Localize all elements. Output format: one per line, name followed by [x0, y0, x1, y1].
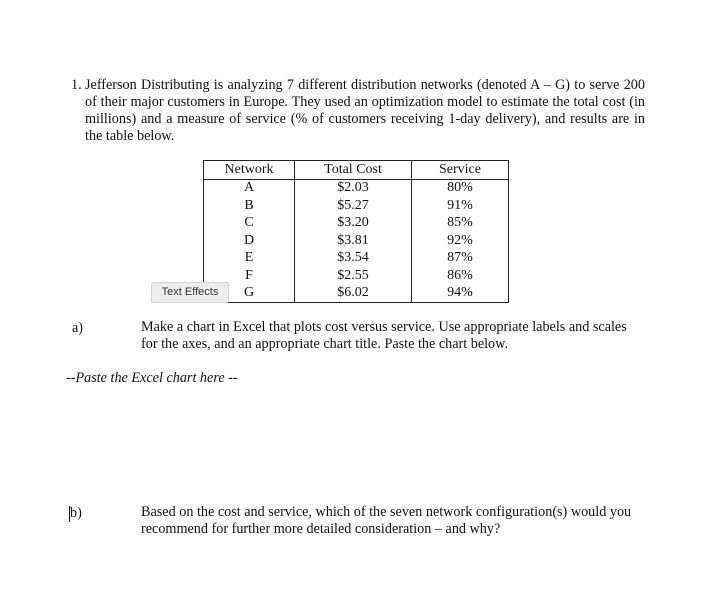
question-text: Jefferson Distributing is analyzing 7 different distribution networks (denoted A – G) to serve 200 of their major customers in Europe. They used an optimization model to estimate the total cost (in millions) and a measure of service (% of customers receiving 1-day delivery), and results are in the table below.: [85, 77, 645, 144]
table-row: [204, 250, 509, 268]
network-cell: G: [204, 285, 295, 303]
service-cell: 86%: [412, 267, 509, 285]
service-cell: 87%: [412, 250, 509, 268]
network-cell: C: [204, 215, 295, 233]
network-cell: D: [204, 232, 295, 250]
table-row: [204, 215, 509, 233]
network-cell: E: [204, 250, 295, 268]
table-row: [204, 285, 509, 303]
part-a-label: a): [72, 320, 84, 336]
table-row: [204, 232, 509, 250]
cost-cell: $3.20: [295, 215, 412, 233]
header-total-cost: Total Cost: [295, 161, 412, 180]
question-1: [71, 77, 645, 145]
service-cell: 85%: [412, 215, 509, 233]
cost-cell: $2.03: [295, 179, 412, 197]
cost-cell: $5.27: [295, 197, 412, 215]
part-b-text: Based on the cost and service, which of the seven network configuration(s) would you recommend for further more detailed consideration – and why?: [141, 504, 632, 537]
header-network: Network: [204, 161, 295, 180]
cost-cell: $3.81: [295, 232, 412, 250]
cost-cell: $3.54: [295, 250, 412, 268]
question-number: 1.: [71, 77, 82, 93]
network-table: [203, 160, 509, 303]
table-header-row: [204, 161, 509, 180]
network-cell: B: [204, 197, 295, 215]
part-b-label: b): [70, 505, 82, 521]
cost-cell: $2.55: [295, 267, 412, 285]
table-row: [204, 179, 509, 197]
network-cell: A: [204, 179, 295, 197]
service-cell: 91%: [412, 197, 509, 215]
paste-chart-placeholder[interactable]: --Paste the Excel chart here --: [66, 370, 238, 386]
network-cell: F: [204, 267, 295, 285]
service-cell: 80%: [412, 179, 509, 197]
service-cell: 92%: [412, 232, 509, 250]
text-effects-tooltip[interactable]: Text Effects: [151, 282, 229, 303]
part-a-text: Make a chart in Excel that plots cost versus service. Use appropriate labels and scales for the axes, and an appropriate chart title. Paste the chart below.: [141, 319, 627, 352]
cost-cell: $6.02: [295, 285, 412, 303]
table-row: [204, 197, 509, 215]
service-cell: 94%: [412, 285, 509, 303]
header-service: Service: [412, 161, 509, 180]
table-row: [204, 267, 509, 285]
